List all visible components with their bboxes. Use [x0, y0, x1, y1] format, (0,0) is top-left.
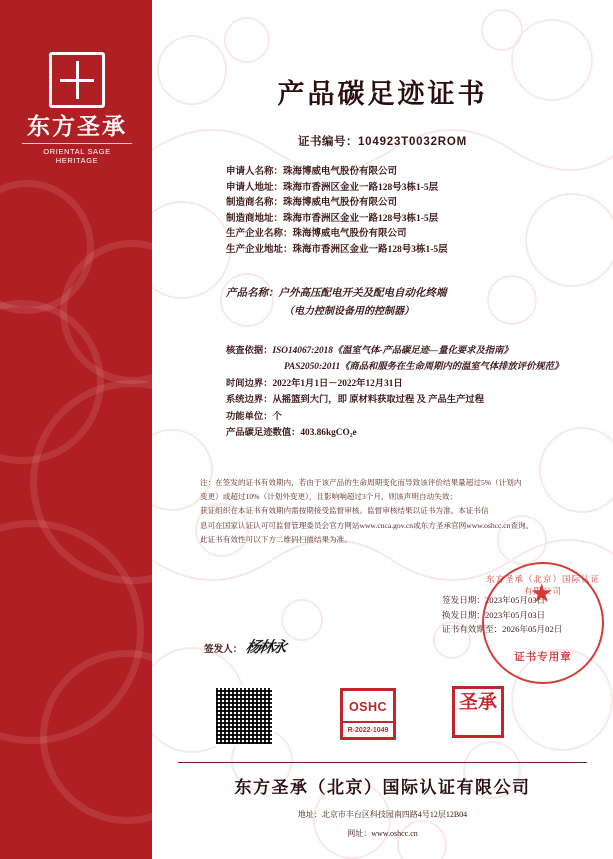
seal-org-name: 东方圣承（北京）国际认证有限公司 [485, 574, 600, 596]
date-key: 换发日期： [442, 609, 485, 620]
info-row [226, 212, 587, 228]
info-key: 申请人地址： [226, 182, 284, 193]
brand-logo [22, 52, 132, 168]
date-key: 签发日期： [442, 595, 485, 605]
date-value: 2023年05月03日 [484, 595, 546, 605]
certificate-number-value: 104923T0032ROM [357, 136, 467, 148]
info-row [226, 243, 587, 259]
oshc-accreditation-badge [340, 688, 396, 740]
certificate-number-label: 证书编号： [297, 136, 358, 148]
info-row [226, 196, 587, 212]
seal-square-logo-icon [49, 52, 105, 108]
info-row [226, 165, 587, 181]
product-value: 户外高压配电开关及配电自动化终端 [278, 287, 447, 299]
product-subtitle: （电力控制设备用的控制器） [284, 305, 414, 317]
oshc-badge-bottom: R-2022-1049 [343, 721, 393, 734]
spec-row [226, 359, 587, 376]
verification-qr-code[interactable] [214, 686, 274, 746]
applicant-info-block [178, 165, 587, 259]
spec-key: 功能单位： [226, 411, 273, 422]
note-line: 变更）或超过10%（计划外变更），且影响响超过3个月，则该声明自动失效； [200, 491, 457, 501]
left-brand-band [0, 0, 152, 859]
info-value: 珠海市香洲区金业一路128号3栋1-5层 [283, 213, 439, 224]
notes-block [178, 476, 587, 547]
certificate-body [152, 0, 613, 859]
date-key: 证书有效期至： [442, 624, 503, 635]
info-value: 珠海市香洲区金业一路128号3栋1-5层 [292, 244, 448, 255]
spec-key: 产品碳足迹数值： [226, 428, 301, 439]
spec-value: 个 [272, 411, 282, 422]
info-row [226, 181, 587, 197]
info-key: 生产企业地址： [226, 244, 293, 255]
note-line: 息可在国家认证认可可监督管理委员会官方网站www.cnca.gov.cn或东方圣承官网www.oshcc.cn查询。 [200, 520, 534, 530]
spec-value: PAS2050:2011《商品和服务在生命周期内的温室气体排放评价规范》 [284, 362, 564, 373]
spec-row [226, 392, 587, 409]
spec-row [226, 376, 587, 393]
spec-key: 时间边界： [226, 378, 273, 389]
footer-block [178, 762, 587, 839]
spec-row [226, 343, 587, 360]
product-key: 产品名称： [226, 287, 279, 299]
note-line: 注：在签发的证书有效期内，若由于该产品的生命周期变化而导致该评价结果量超过5%（计划内 [200, 477, 522, 487]
signature-block [204, 636, 285, 657]
certificate-number [178, 133, 587, 149]
footer-divider [178, 762, 587, 763]
seal-label: 证书专用章 [514, 652, 572, 663]
date-value: 2023年05月03日 [484, 609, 546, 620]
spec-value: ISO14067:2018《温室气体-产品碳足迹—量化要求及指南》 [272, 345, 513, 356]
info-value: 珠海博威电气股份有限公司 [283, 198, 398, 209]
info-key: 生产企业名称： [226, 229, 293, 240]
spec-value: 403.86kgCO₂e [300, 428, 357, 439]
footer-company-name: 东方圣承（北京）国际认证有限公司 [234, 778, 531, 797]
date-value: 2026年05月02日 [502, 624, 563, 635]
official-seal [482, 562, 604, 684]
note-line: 获证组织在本证书有效期内需按期接受监督审核。监督审核结果以证书为准。本证书信 [200, 506, 489, 516]
footer-address: 地址：北京市丰台区科技园南四路4号12层12B04 [297, 810, 468, 819]
brand-name-cn: 东方圣承 [27, 114, 127, 139]
red-square-stamp: 圣承 [452, 686, 504, 738]
page-title: 产品碳足迹证书 [277, 79, 488, 109]
info-row [226, 227, 587, 243]
spec-value: 从摇篮到大门，即 原材料获取过程 及 产品生产过程 [272, 395, 485, 406]
spec-row [226, 409, 587, 426]
specification-block [178, 343, 587, 442]
spec-key: 系统边界： [226, 395, 273, 406]
oshc-badge-top: OSHC [348, 700, 388, 714]
signature-label: 签发人： [204, 644, 243, 655]
brand-name-en: ORIENTAL SAGE HERITAGE [22, 143, 132, 165]
info-key: 制造商名称： [226, 198, 284, 209]
certificate-content [152, 0, 613, 859]
info-key: 申请人名称： [226, 167, 284, 177]
info-key: 制造商地址： [226, 213, 284, 224]
spec-key: 核查依据： [226, 345, 273, 356]
signature-script: 杨林永 [244, 640, 287, 656]
product-row [226, 285, 587, 303]
info-value: 珠海市香洲区金业一路128号3栋1-5层 [283, 182, 439, 193]
note-line: 此证书有效性可以下方二维码扫描结果为准。 [200, 535, 352, 545]
info-value: 珠海博威电气股份有限公司 [292, 229, 407, 240]
info-value: 珠海博威电气股份有限公司 [283, 167, 398, 177]
footer-website[interactable]: 网址：www.oshcc.cn [347, 829, 418, 838]
spec-row [226, 425, 587, 442]
codes-row [152, 686, 613, 748]
spec-value: 2022年1月1日－2022年12月31日 [272, 378, 403, 389]
product-name-block [178, 285, 587, 321]
